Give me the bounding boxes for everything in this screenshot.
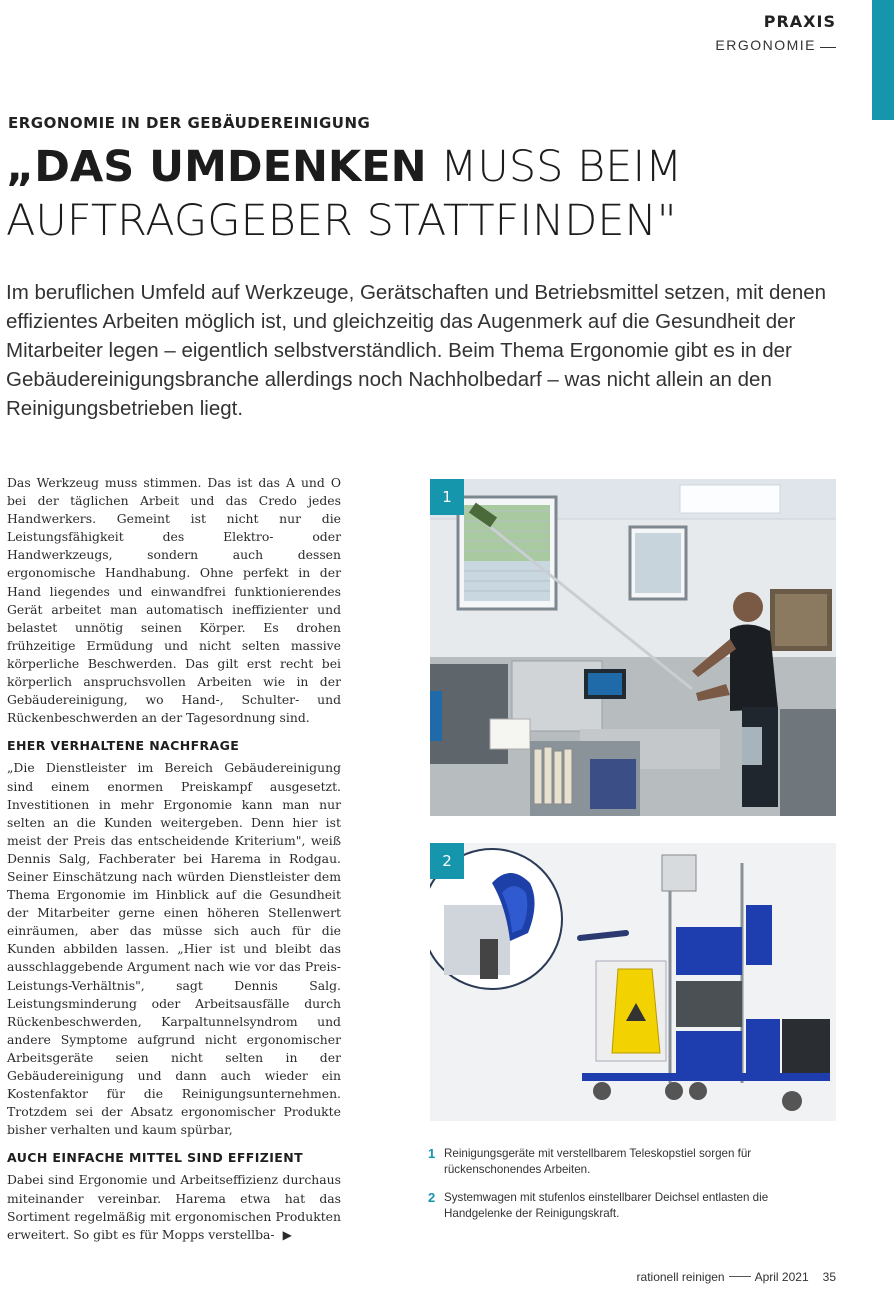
caption-2-text: Systemwagen mit stufenlos einstellbarer Deichsel entlasten die Handgelenke der Reinigungskraft. [444, 1191, 769, 1220]
article-body-column [7, 474, 341, 1252]
body-paragraph-2: „Die Dienstleister im Bereich Gebäudereinigung sind einem enormen Preiskampf ausgesetzt. Investitionen in mehr Ergonomie kann man nur selten an die Kunden weitergeben. Denn hier ist meist der Preis das entscheidende Kriterium", weiß Dennis Salg, Fachberater bei Harema in Rodgau. Seiner Einschätzung nach würden Dienstleister dem Thema Ergonomie im Hinblick auf die Gesundheit der Mitarbeiter gerne einen höheren Stellenwert einräumen, aber das müsse sich auch für die Kunden abbilden lassen. „Hier ist und bleibt das ausschlaggebende Argument nach wie vor das Preis-Leistungs-Verhältnis", sagt Dennis Salg. Leistungsminderung oder Arbeitsausfälle durch Rückenbeschwerden, Karpaltunnelsyndrom und andere Symptome aufgrund nicht ergonomischer Arbeitsgeräte seien nicht selten in der Gebäudereinigung und dann auch wieder ein Kostenfaktor für die Reinigungsunternehmen. Trotzdem sei der Absatz ergonomischer Produkte bisher verhalten und kaum spürbar, [7, 760, 341, 1138]
section-header [715, 12, 836, 53]
page-footer [637, 1270, 836, 1284]
office-scene-illustration [430, 479, 836, 816]
footer-issue: April 2021 [754, 1270, 809, 1284]
section-subtitle [715, 37, 836, 53]
caption-1 [428, 1146, 818, 1178]
footer-magazine: rationell reinigen [636, 1270, 725, 1284]
body-paragraph-1: Das Werkzeug muss stimmen. Das ist das A und O bei der täglichen Arbeit und das Credo jedes Handwerkers. Gemeint ist nicht nur die Leistungsfähigkeit des Elektro- oder Handwerkzeugs, sondern auch dessen ergonomische Handhabung. Ohne perfekt in der Hand liegendes und einwandfrei funktionierendes Gerät arbeitet man automatisch ineffizienter und belastet unnötig seinen Körper. Es drohen frühzeitige Ermüdung und nicht selten massive körperliche Beschwerden. Das gilt erst recht bei körperlich anspruchsvollen Arbeiten wie in der Gebäudereinigung, wo Hand-, Schulter- und Rückenbeschwerden an der Tagesordnung sind. [7, 475, 341, 726]
triangle-right-icon: ▶ [282, 1227, 292, 1242]
caption-2-number: 2 [428, 1190, 436, 1205]
section-title: PRAXIS [763, 12, 836, 31]
article-lead: Im beruflichen Umfeld auf Werkzeuge, Gerätschaften und Betriebsmittel setzen, mit denen effizientes Arbeiten möglich ist, und gleichzeitig das Augenmerk auf die Gesundheit der Mitarbeiter legen – eigentlich selbstverständlich. Beim Thema Ergonomie gibt es in der Gebäudereinigungsbranche allerdings noch Nachholbedarf – was nicht allein an den Reinigungsbetrieben liegt. [6, 281, 827, 420]
caption-1-text: Reinigungsgeräte mit verstellbarem Teleskopstiel sorgen für rückenschonendes Arbeiten. [444, 1147, 752, 1176]
photo-cleaning-trolley [430, 843, 836, 1121]
headline-rest: MUSS BEIM AUFTRAGGEBER STATTFINDEN" [6, 142, 683, 246]
article-headline [6, 140, 866, 248]
section-subtitle-text: ERGONOMIE [715, 37, 816, 53]
section-tab-marker [872, 0, 894, 120]
section-rule [820, 47, 836, 48]
figure-2-number: 2 [430, 843, 464, 879]
article-kicker: ERGONOMIE IN DER GEBÄUDEREINIGUNG [8, 114, 371, 132]
body-paragraph-3-text: Dabei sind Ergonomie und Arbeitseffizienz durchaus miteinander vereinbar. Harema etwa hat das Sortiment regelmäßig mit ergonomischen Produkten erweitert. So gibt es für Mopps verstellba- [7, 1172, 341, 1242]
subheading-2: AUCH EINFACHE MITTEL SIND EFFIZIENT [7, 1150, 304, 1166]
headline-bold: „DAS UMDENKEN [6, 142, 427, 192]
subheading-1: EHER VERHALTENE NACHFRAGE [7, 738, 240, 754]
figure-captions [428, 1146, 818, 1234]
figure-1-number: 1 [430, 479, 464, 515]
body-paragraph-3 [7, 1171, 341, 1243]
photo-office-cleaning [430, 479, 836, 816]
trolley-illustration [430, 843, 836, 1121]
caption-2 [428, 1190, 818, 1222]
caption-1-number: 1 [428, 1146, 436, 1161]
page-number: 35 [822, 1270, 836, 1284]
footer-rule [729, 1276, 751, 1277]
